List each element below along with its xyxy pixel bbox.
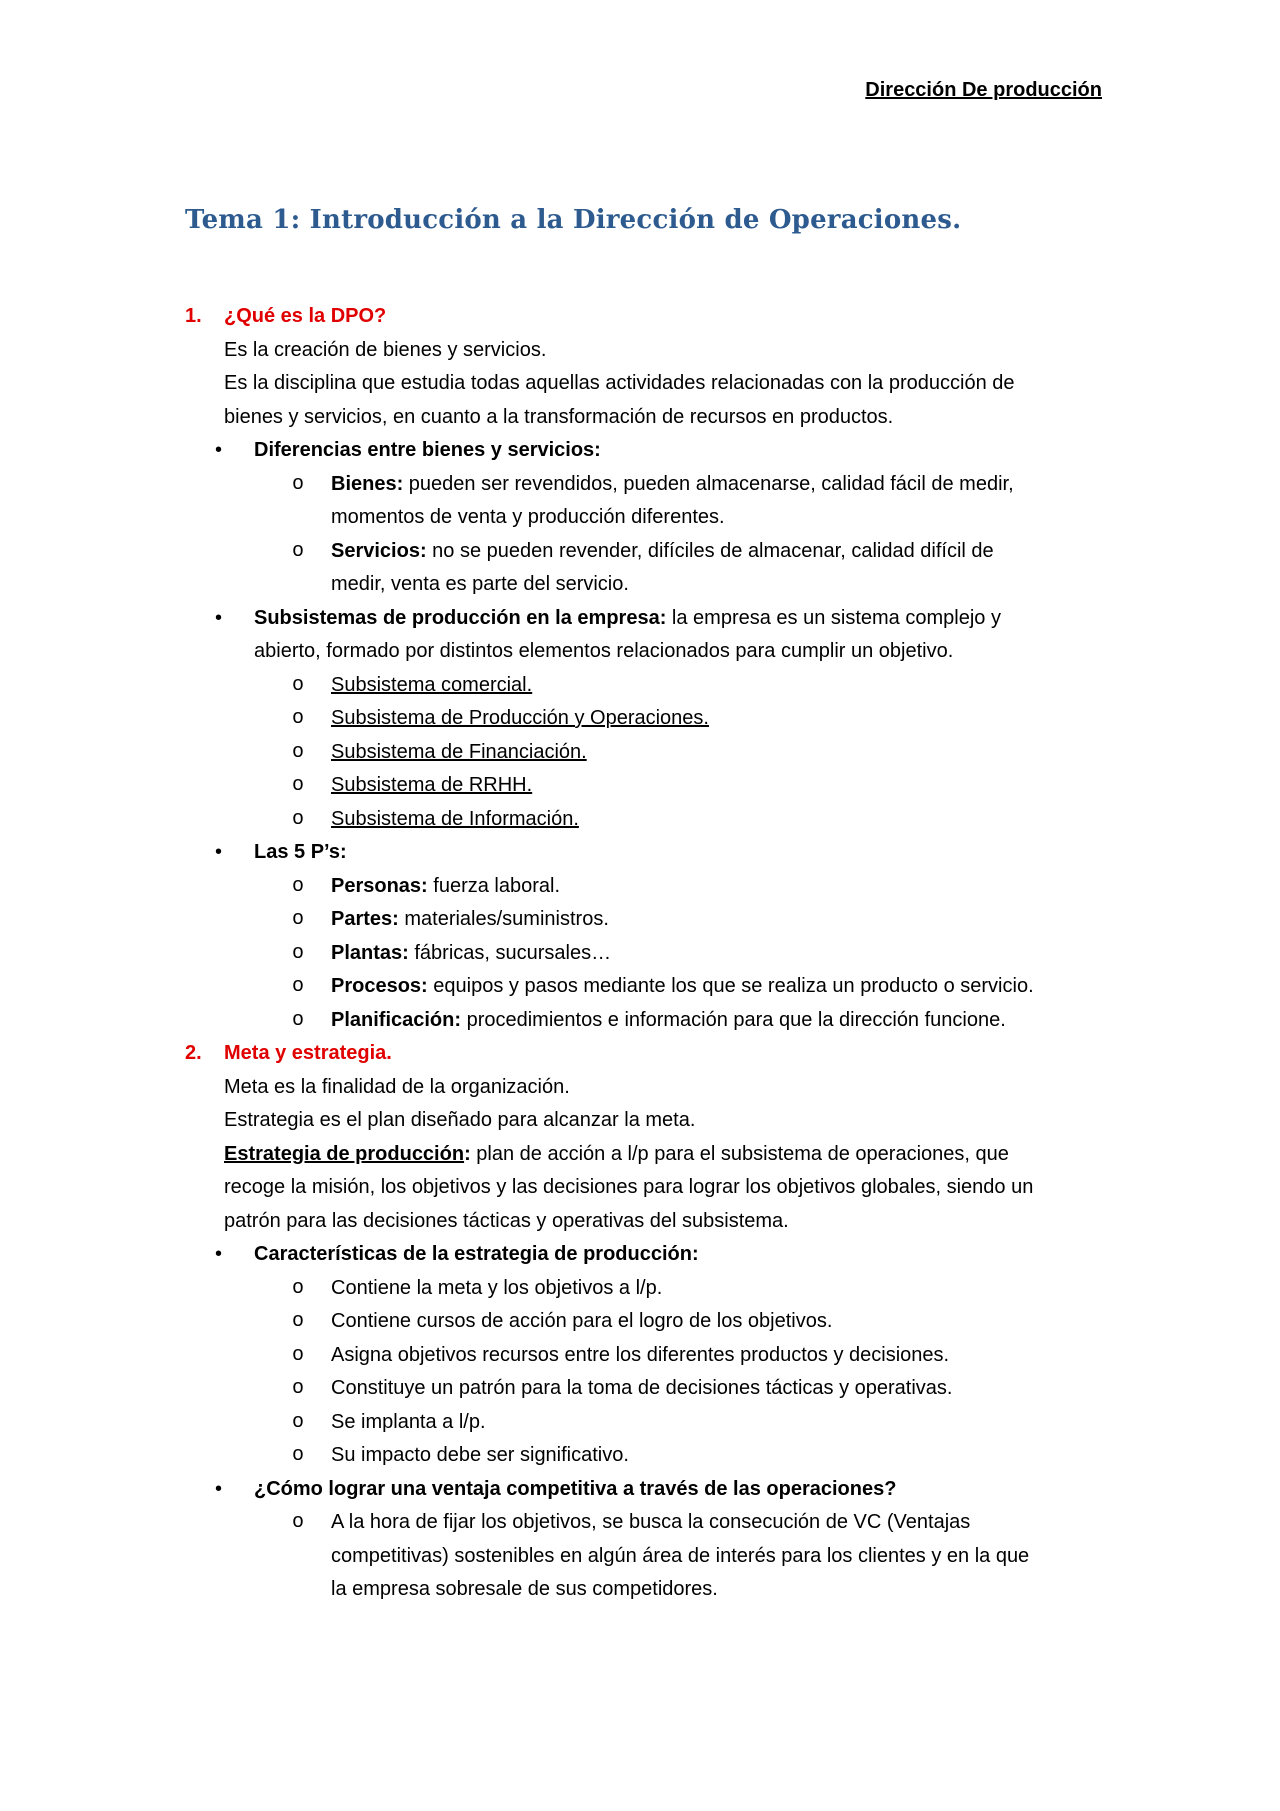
sub-bullet-item	[0, 669, 1280, 703]
sub-bullet-item	[0, 870, 1280, 904]
sub-bullet-continuation	[0, 1540, 1280, 1574]
list-text: Su impacto debe ser significativo.	[331, 1444, 629, 1466]
bullet-label: Características de la estrategia de producción:	[254, 1243, 699, 1265]
paragraph-line	[0, 401, 1280, 435]
list-text: Contiene la meta y los objetivos a l/p.	[331, 1276, 663, 1299]
sub-bullet-continuation	[0, 501, 1280, 535]
circle-bullet-icon: o	[292, 539, 305, 563]
circle-bullet-icon: o	[292, 807, 305, 831]
paragraph-line	[0, 367, 1280, 401]
sub-bullet-item	[0, 1406, 1280, 1440]
term: Servicios:	[331, 539, 427, 562]
document-title: Tema 1: Introducción a la Dirección de Operaciones.	[185, 205, 962, 235]
bullet-item	[0, 434, 1280, 468]
sub-bullet-item	[0, 1004, 1280, 1038]
paragraph-line	[0, 1104, 1280, 1138]
bullet-continuation	[0, 635, 1280, 669]
sub-bullet-item	[0, 468, 1280, 502]
bullet-icon: •	[215, 1477, 223, 1500]
paragraph-line	[0, 334, 1280, 368]
paragraph-text: patrón para las decisiones tácticas y operativas del subsistema.	[224, 1209, 789, 1232]
sub-bullet-item	[0, 937, 1280, 971]
sub-bullet-item	[0, 970, 1280, 1004]
term: Bienes:	[331, 472, 404, 495]
sub-bullet-item	[0, 736, 1280, 770]
bullet-icon: •	[215, 606, 223, 629]
section-title: Meta y estrategia.	[224, 1042, 392, 1064]
sub-bullet-item	[0, 1372, 1280, 1406]
circle-bullet-icon: o	[292, 472, 305, 496]
bullet-item	[0, 1473, 1280, 1507]
bullet-label: Las 5 P’s:	[254, 841, 347, 863]
list-text: Se implanta a l/p.	[331, 1410, 486, 1433]
circle-bullet-icon: o	[292, 1511, 305, 1534]
bullet-item	[0, 602, 1280, 636]
term-text: procedimientos e información para que la dirección funcione.	[461, 1008, 1006, 1031]
subsistema-item: Subsistema de Información.	[331, 807, 579, 830]
page-header: Dirección De producción	[865, 79, 1102, 101]
sub-bullet-continuation	[0, 1573, 1280, 1607]
circle-bullet-icon: o	[292, 673, 305, 697]
document-body	[0, 300, 1280, 1607]
subsistema-item: Subsistema comercial.	[331, 673, 533, 696]
sub-bullet-item	[0, 769, 1280, 803]
paragraph-text: Es la disciplina que estudia todas aquellas actividades relacionadas con la producción de	[224, 372, 1015, 394]
sub-bullet-item	[0, 903, 1280, 937]
paragraph-text: Es la creación de bienes y servicios.	[224, 338, 547, 361]
list-text: Asigna objetivos recursos entre los diferentes productos y decisiones.	[331, 1343, 950, 1366]
sub-bullet-item	[0, 1439, 1280, 1473]
paragraph-text: recoge la misión, los objetivos y las decisiones para lograr los objetivos globales, siendo un	[224, 1176, 1034, 1198]
bullet-text: la empresa es un sistema complejo y	[666, 606, 1001, 629]
section-1-heading	[0, 300, 1280, 334]
circle-bullet-icon: o	[292, 740, 305, 764]
sub-bullet-item	[0, 1305, 1280, 1339]
section-2-heading	[0, 1037, 1280, 1071]
circle-bullet-icon: o	[292, 707, 305, 730]
sub-bullet-item	[0, 702, 1280, 736]
subsistema-item: Subsistema de RRHH.	[331, 774, 533, 796]
bullet-item	[0, 1238, 1280, 1272]
term-colon: :	[464, 1142, 471, 1165]
circle-bullet-icon: o	[292, 1276, 305, 1300]
bullet-label: Subsistemas de producción en la empresa:	[254, 606, 667, 629]
sub-bullet-item	[0, 535, 1280, 569]
section-number: 2.	[185, 1042, 202, 1064]
paragraph-line	[0, 1205, 1280, 1239]
term-text: momentos de venta y producción diferentes.	[331, 506, 725, 528]
subsistema-item: Subsistema de Producción y Operaciones.	[331, 707, 709, 729]
section-number: 1.	[185, 305, 202, 327]
bullet-item	[0, 836, 1280, 870]
paragraph-line	[0, 1071, 1280, 1105]
term: Planificación:	[331, 1008, 462, 1031]
term: Procesos:	[331, 975, 428, 997]
sub-bullet-item	[0, 1272, 1280, 1306]
term-text: materiales/suministros.	[398, 908, 609, 930]
sub-bullet-item	[0, 1506, 1280, 1540]
circle-bullet-icon: o	[292, 1444, 305, 1467]
subsistema-item: Subsistema de Financiación.	[331, 740, 587, 763]
paragraph-text: Meta es la finalidad de la organización.	[224, 1075, 570, 1098]
term: Plantas:	[331, 941, 409, 964]
bullet-text: abierto, formado por distintos elementos relacionados para cumplir un objetivo.	[254, 640, 954, 662]
list-text: competitivas) sostenibles en algún área de interés para los clientes y en la que	[331, 1544, 1030, 1567]
term-text: medir, venta es parte del servicio.	[331, 573, 629, 595]
section-title: ¿Qué es la DPO?	[224, 305, 387, 327]
term-text: equipos y pasos mediante los que se realiza un producto o servicio.	[427, 975, 1034, 997]
paragraph-text: plan de acción a l/p para el subsistema de operaciones, que	[470, 1142, 1009, 1165]
circle-bullet-icon: o	[292, 1410, 305, 1434]
paragraph-line	[0, 1138, 1280, 1172]
circle-bullet-icon: o	[292, 1310, 305, 1333]
list-text: Contiene cursos de acción para el logro de los objetivos.	[331, 1310, 833, 1332]
bullet-label: Diferencias entre bienes y servicios:	[254, 439, 601, 461]
paragraph-text: bienes y servicios, en cuanto a la transformación de recursos en productos.	[224, 405, 894, 428]
term-text: no se pueden revender, difíciles de almacenar, calidad difícil de	[426, 539, 994, 562]
bullet-label: ¿Cómo lograr una ventaja competitiva a través de las operaciones?	[254, 1477, 897, 1500]
paragraph-line	[0, 1171, 1280, 1205]
term-text: pueden ser revendidos, pueden almacenarse, calidad fácil de medir,	[403, 472, 1014, 495]
bullet-icon: •	[215, 439, 223, 461]
circle-bullet-icon: o	[292, 975, 305, 998]
term-text: fuerza laboral.	[427, 874, 561, 897]
list-text: la empresa sobresale de sus competidores.	[331, 1578, 718, 1600]
sub-bullet-item	[0, 1339, 1280, 1373]
circle-bullet-icon: o	[292, 1008, 305, 1032]
circle-bullet-icon: o	[292, 874, 305, 898]
circle-bullet-icon: o	[292, 1343, 305, 1367]
bullet-icon: •	[215, 841, 223, 863]
sub-bullet-continuation	[0, 568, 1280, 602]
sub-bullet-item	[0, 803, 1280, 837]
term: Partes:	[331, 908, 399, 930]
paragraph-text: Estrategia es el plan diseñado para alcanzar la meta.	[224, 1109, 696, 1131]
circle-bullet-icon: o	[292, 908, 305, 931]
term-text: fábricas, sucursales…	[408, 941, 612, 964]
bullet-icon: •	[215, 1243, 223, 1265]
circle-bullet-icon: o	[292, 1377, 305, 1400]
list-text: Constituye un patrón para la toma de decisiones tácticas y operativas.	[331, 1377, 953, 1399]
term: Personas:	[331, 874, 428, 897]
circle-bullet-icon: o	[292, 941, 305, 965]
term: Estrategia de producción	[224, 1142, 465, 1165]
circle-bullet-icon: o	[292, 774, 305, 797]
list-text: A la hora de fijar los objetivos, se busca la consecución de VC (Ventajas	[331, 1511, 971, 1533]
